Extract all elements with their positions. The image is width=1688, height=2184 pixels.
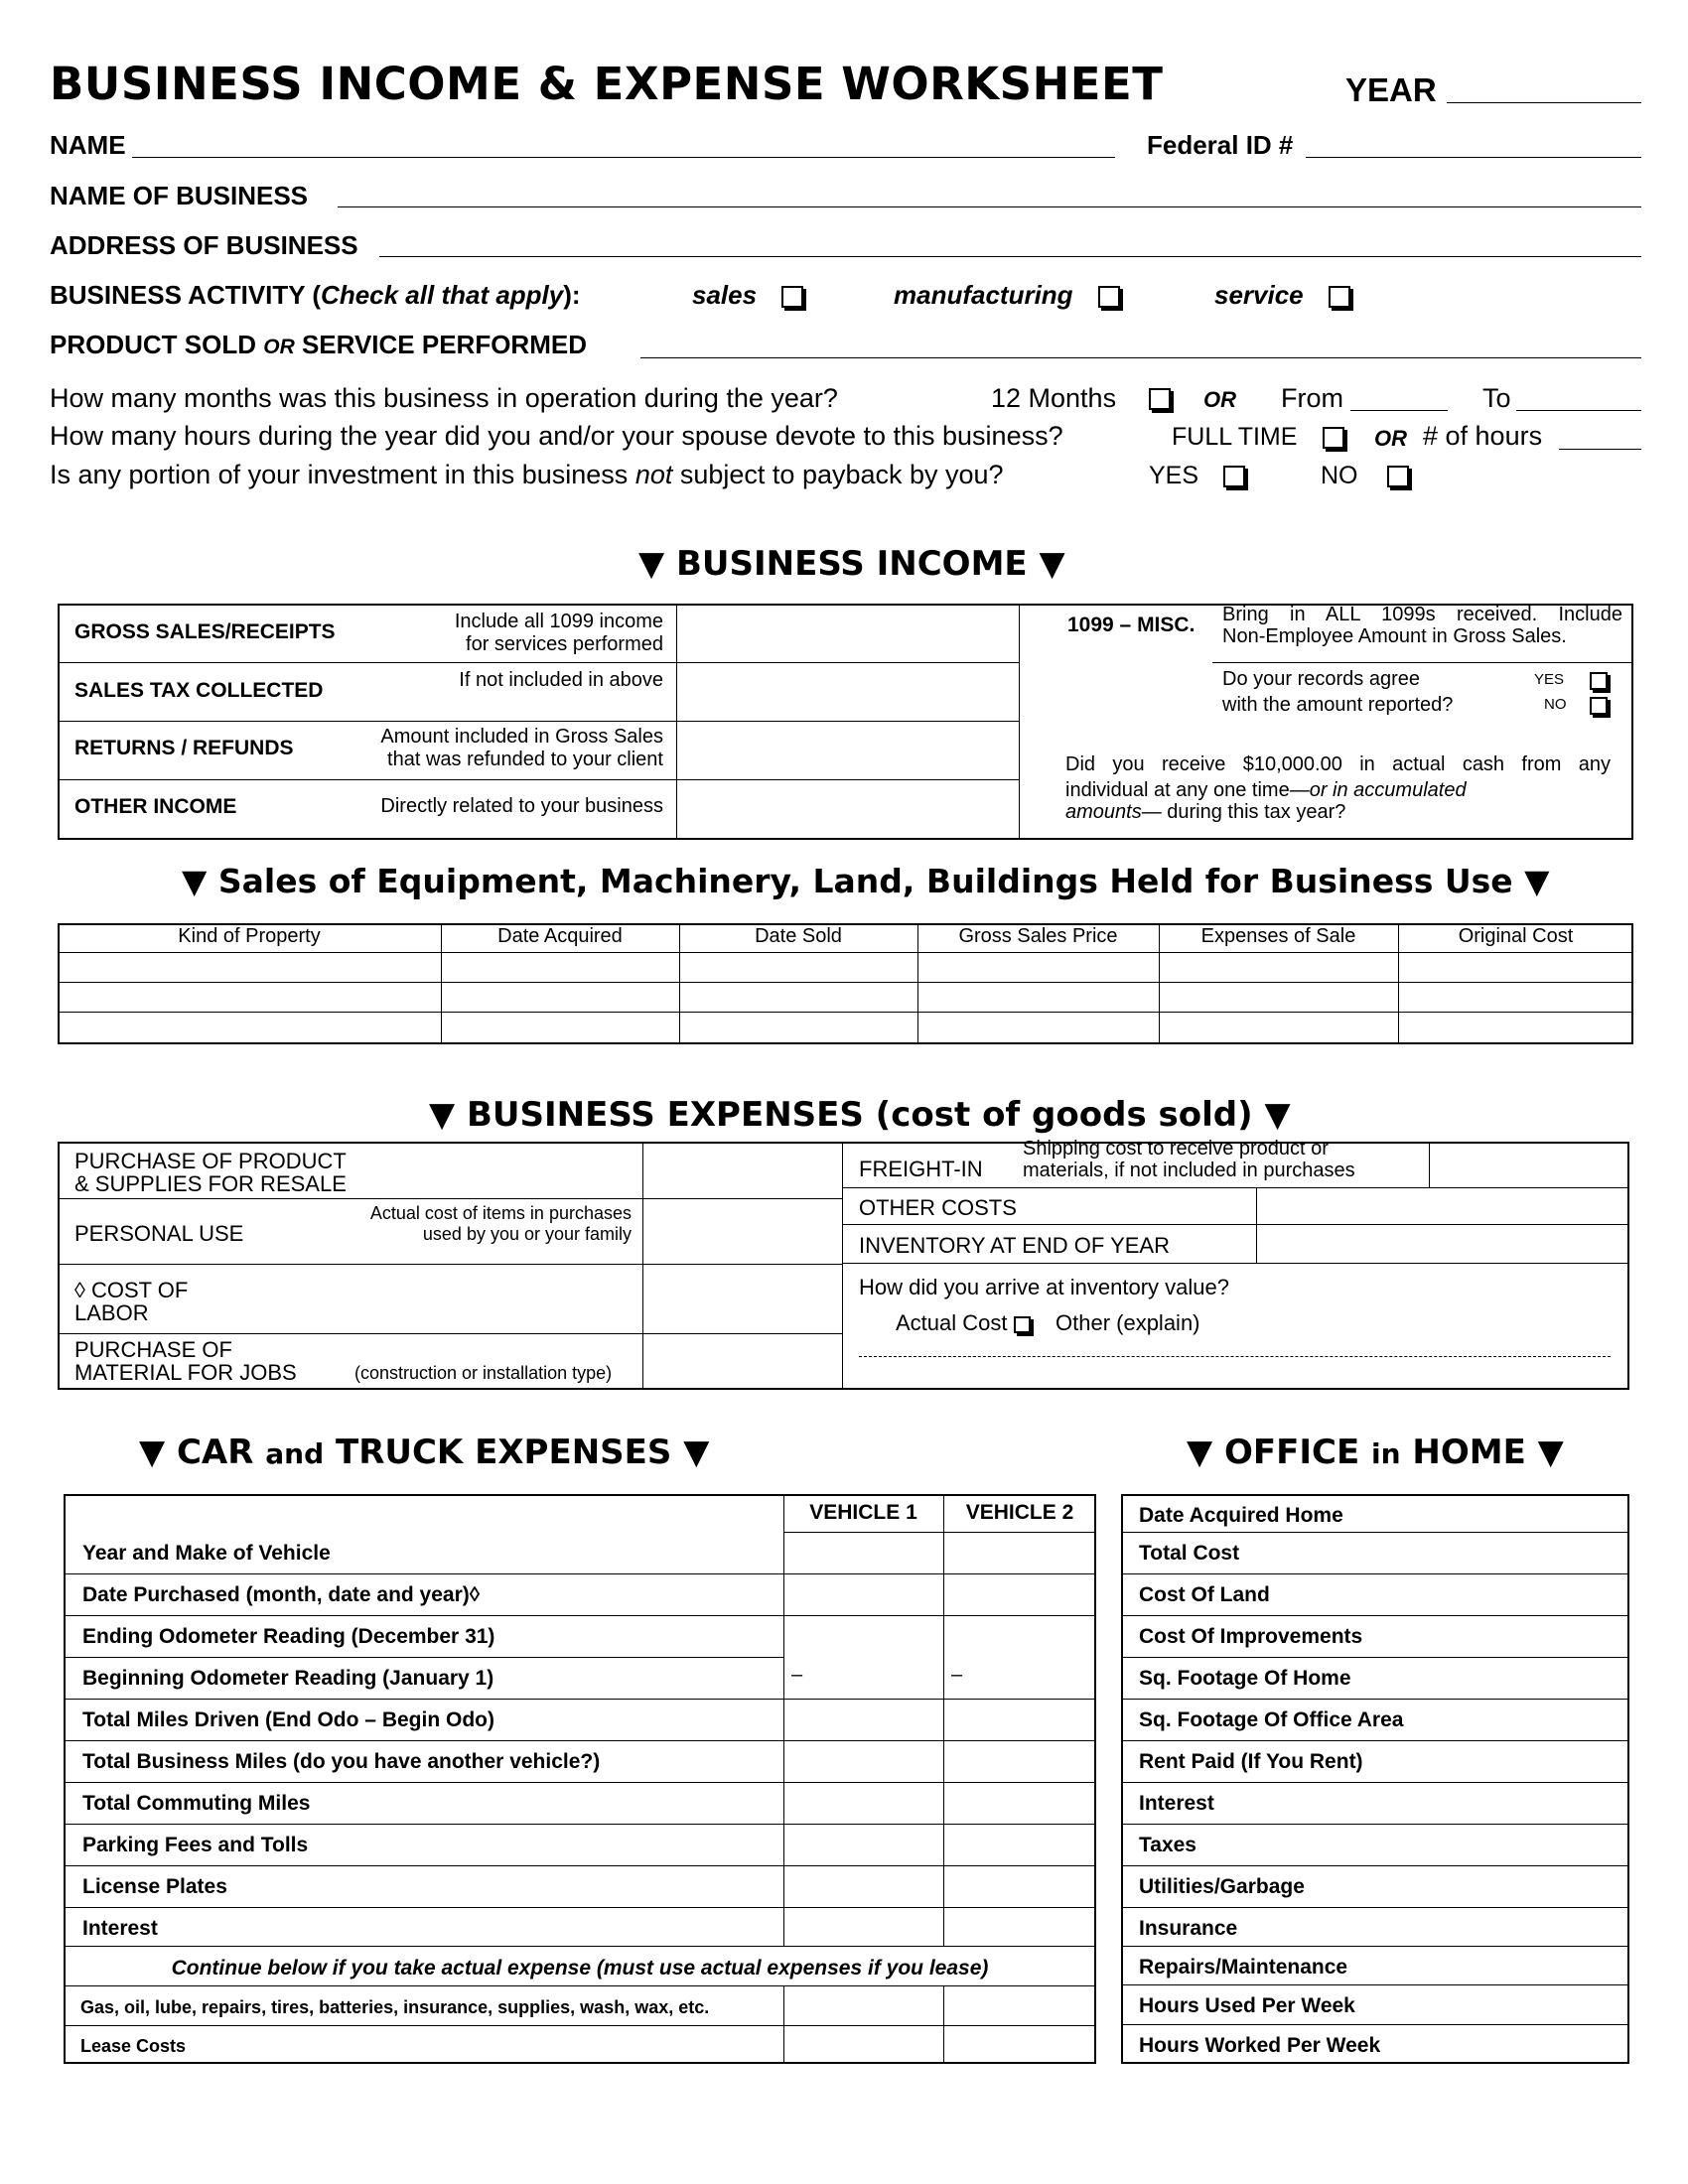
office-row-label: Repairs/Maintenance <box>1139 1956 1348 1979</box>
from-field[interactable] <box>1350 410 1448 411</box>
actual-cost-option[interactable]: Actual Cost <box>896 1310 1031 1336</box>
office-row-label: Interest <box>1139 1792 1214 1815</box>
service-checkbox[interactable] <box>1329 286 1350 308</box>
col-kind-of-property: Kind of Property <box>178 925 321 947</box>
income-heading: ▼ BUSINESS INCOME ▼ <box>638 544 1065 584</box>
car-row-line <box>64 1615 1096 1616</box>
sales-header-line <box>58 952 1633 953</box>
freight-in-note: Shipping cost to receive product or materials, if not included in purchases <box>1023 1138 1355 1181</box>
expenses-row-line <box>842 1224 1629 1225</box>
income-row-line <box>58 779 1019 780</box>
full-time-checkbox[interactable] <box>1323 427 1344 449</box>
car-row-label: Interest <box>82 1917 158 1940</box>
vehicle-1-header: VEHICLE 1 <box>809 1501 917 1524</box>
sales-row-line <box>58 1012 1633 1013</box>
office-row-line <box>1121 1615 1629 1616</box>
other-explain-option: Other (explain) <box>1055 1310 1200 1335</box>
vehicle-2-header: VEHICLE 2 <box>965 1501 1074 1524</box>
sales-tax-label: SALES TAX COLLECTED <box>74 679 324 702</box>
car-row-line <box>64 1824 1096 1825</box>
continue-note: Continue below if you take actual expense (must use actual expenses if you lease) <box>171 1957 989 1979</box>
gross-sales-amount[interactable] <box>679 606 1017 660</box>
vehicle-2-odometer-dash: – <box>951 1664 963 1686</box>
office-row-label: Utilities/Garbage <box>1139 1875 1305 1898</box>
from-label: From <box>1281 383 1343 413</box>
income-divider-1 <box>676 604 677 840</box>
payback-yes-checkbox[interactable] <box>1223 466 1245 487</box>
full-time-label: FULL TIME <box>1172 423 1298 451</box>
office-row-line <box>1121 1946 1629 1947</box>
office-row-label: Date Acquired Home <box>1139 1504 1343 1527</box>
office-row-label: Taxes <box>1139 1834 1196 1856</box>
activity-manufacturing[interactable]: manufacturing <box>894 280 1120 311</box>
col-original-cost: Original Cost <box>1458 925 1574 947</box>
office-row-label: Cost Of Land <box>1139 1583 1270 1606</box>
car-row-label: Total Miles Driven (End Odo – Begin Odo) <box>82 1708 494 1731</box>
activity-label: BUSINESS ACTIVITY (Check all that apply): <box>50 280 581 310</box>
twelve-months-label: 12 Months <box>991 383 1117 413</box>
expenses-heading: ▼ BUSINESS EXPENSES (cost of goods sold) ▼ <box>429 1095 1291 1135</box>
personal-use-label: PERSONAL USE <box>74 1221 244 1246</box>
car-row-line <box>64 1985 1096 1986</box>
car-col-line <box>943 1494 944 1946</box>
other-costs-label: OTHER COSTS <box>859 1195 1017 1220</box>
office-row-line <box>1121 1984 1629 1985</box>
office-row-line <box>1121 1824 1629 1825</box>
payback-no-checkbox[interactable] <box>1387 466 1409 487</box>
name-label: NAME <box>50 130 126 160</box>
col-date-sold: Date Sold <box>755 925 842 947</box>
cash-question: Did you receive $10,000.00 in actual cash from any individual at any one time—or in accumulated amounts— during this tax year? <box>1065 753 1611 823</box>
car-row-label: License Plates <box>82 1875 227 1898</box>
expenses-row-line <box>842 1187 1629 1188</box>
to-field[interactable] <box>1516 410 1641 411</box>
expenses-row-line <box>58 1333 842 1334</box>
office-row-label: Hours Worked Per Week <box>1139 2034 1381 2057</box>
activity-service[interactable]: service <box>1214 280 1350 311</box>
car-row-line <box>64 1573 1096 1574</box>
car-row-label: Year and Make of Vehicle <box>82 1542 331 1565</box>
income-row-line <box>58 662 1019 663</box>
agree-yes-checkbox[interactable] <box>1590 672 1608 690</box>
office-row-label: Insurance <box>1139 1917 1238 1940</box>
cost-of-labor-label: ◊ COST OF LABOR <box>74 1278 189 1325</box>
office-row-label: Sq. Footage Of Home <box>1139 1667 1351 1690</box>
business-address-label: ADDRESS OF BUSINESS <box>50 230 358 260</box>
car-col-line <box>783 1494 784 1946</box>
num-hours-label: # of hours <box>1423 421 1543 451</box>
office-row-line <box>1121 1532 1629 1533</box>
or-label: OR <box>1203 387 1236 412</box>
office-row-line <box>1121 1907 1629 1908</box>
income-divider-2 <box>1019 604 1020 840</box>
name-field[interactable] <box>132 157 1115 158</box>
office-row-line <box>1121 1573 1629 1574</box>
year-label: YEAR <box>1345 71 1437 108</box>
car-row-line <box>64 1740 1096 1741</box>
car-truck-heading: ▼ CAR and TRUCK EXPENSES ▼ <box>139 1433 710 1472</box>
to-label: To <box>1482 383 1511 413</box>
misc-label: 1099 – MISC. <box>1067 614 1196 636</box>
payback-yes-label: YES <box>1149 462 1199 489</box>
car-row-line <box>64 1782 1096 1783</box>
year-field[interactable] <box>1447 102 1641 103</box>
car-row-line <box>64 1657 783 1658</box>
col-date-acquired: Date Acquired <box>497 925 623 947</box>
car-row-line <box>64 1699 1096 1700</box>
col-expenses-of-sale: Expenses of Sale <box>1200 925 1356 947</box>
federal-id-field[interactable] <box>1306 157 1641 158</box>
car-row-label: Date Purchased (month, date and year)◊ <box>82 1583 481 1606</box>
office-row-label: Hours Used Per Week <box>1139 1994 1355 2017</box>
expenses-divider <box>842 1142 843 1390</box>
misc-note: Bring in ALL 1099s received. Include Non-Employee Amount in Gross Sales. <box>1222 604 1622 647</box>
car-row-line <box>64 2025 1096 2026</box>
lease-costs-label: Lease Costs <box>80 2036 187 2056</box>
office-row-line <box>1121 2024 1629 2025</box>
payback-no-label: NO <box>1321 462 1358 489</box>
other-income-note: Directly related to your business <box>380 795 663 817</box>
income-row-line <box>58 721 1019 722</box>
business-name-field[interactable] <box>338 206 1641 207</box>
federal-id-label: Federal ID # <box>1147 130 1294 160</box>
explain-line[interactable] <box>859 1356 1611 1357</box>
expenses-divider <box>1429 1142 1430 1187</box>
other-income-amount[interactable] <box>679 781 1017 838</box>
actual-cost-checkbox[interactable] <box>1014 1316 1031 1333</box>
office-row-line <box>1121 1657 1629 1658</box>
agree-no: NO <box>1544 696 1567 713</box>
months-question: How many months was this business in operation during the year? <box>50 383 838 413</box>
personal-use-note: Actual cost of items in purchases used by you or your family <box>369 1203 632 1244</box>
car-row-label: Beginning Odometer Reading (January 1) <box>82 1667 494 1690</box>
office-row-line <box>1121 1782 1629 1783</box>
expenses-row-line <box>58 1198 842 1199</box>
sales-checkbox[interactable] <box>781 286 803 308</box>
agree-no-checkbox[interactable] <box>1590 697 1608 715</box>
product-service-field[interactable] <box>640 357 1641 358</box>
material-for-jobs-label: PURCHASE OF MATERIAL FOR JOBS <box>74 1337 297 1385</box>
sales-tax-amount[interactable] <box>679 664 1017 719</box>
office-row-line <box>1121 1740 1629 1741</box>
num-hours-field[interactable] <box>1559 449 1641 450</box>
office-row-line <box>1121 1699 1629 1700</box>
returns-amount[interactable] <box>679 723 1017 777</box>
gross-sales-label: GROSS SALES/RECEIPTS <box>74 620 336 643</box>
gross-sales-note: Include all 1099 income for services performed <box>454 611 663 655</box>
hours-question: How many hours during the year did you and/or your spouse devote to this business? <box>50 421 1063 451</box>
car-row-line <box>64 1865 1096 1866</box>
sales-equipment-heading: ▼ Sales of Equipment, Machinery, Land, Buildings Held for Business Use ▼ <box>182 862 1550 900</box>
office-row-label: Rent Paid (If You Rent) <box>1139 1750 1363 1773</box>
inventory-end-label: INVENTORY AT END OF YEAR <box>859 1233 1170 1258</box>
gas-oil-label: Gas, oil, lube, repairs, tires, batteries, insurance, supplies, wash, wax, etc. <box>80 1997 710 2017</box>
returns-label: RETURNS / REFUNDS <box>74 737 294 759</box>
purchase-product-label: PURCHASE OF PRODUCT & SUPPLIES FOR RESALE <box>74 1149 347 1196</box>
office-row-line <box>1121 1865 1629 1866</box>
twelve-months-checkbox[interactable] <box>1149 388 1171 410</box>
other-income-label: OTHER INCOME <box>74 795 237 818</box>
activity-sales[interactable]: sales <box>692 280 803 311</box>
expenses-divider <box>1256 1187 1257 1263</box>
car-row-line <box>64 1907 1096 1908</box>
inventory-question: How did you arrive at inventory value? <box>859 1275 1229 1299</box>
office-row-label: Total Cost <box>1139 1542 1240 1565</box>
agree-yes: YES <box>1534 671 1565 688</box>
car-row-label: Parking Fees and Tolls <box>82 1834 309 1856</box>
expenses-row-line <box>842 1263 1629 1264</box>
expenses-divider <box>642 1142 643 1390</box>
misc-row-line <box>1212 662 1633 663</box>
agree-question: Do your records agree with the amount reported? <box>1222 668 1454 716</box>
manufacturing-checkbox[interactable] <box>1098 286 1120 308</box>
business-address-field[interactable] <box>379 256 1641 257</box>
office-home-heading: ▼ OFFICE in HOME ▼ <box>1187 1433 1564 1472</box>
or-label-2: OR <box>1374 426 1407 451</box>
car-header-line <box>783 1532 1096 1533</box>
payback-question: Is any portion of your investment in this business not subject to payback by you? <box>50 460 1004 489</box>
car-row-label: Total Commuting Miles <box>82 1792 311 1815</box>
sales-tax-note: If not included in above <box>459 669 663 691</box>
freight-in-label: FREIGHT-IN <box>859 1157 983 1181</box>
vehicle-1-odometer-dash: – <box>791 1664 803 1686</box>
material-for-jobs-note: (construction or installation type) <box>354 1363 613 1383</box>
sales-row-line <box>58 982 1633 983</box>
car-row-line <box>64 1946 1096 1947</box>
office-row-label: Cost Of Improvements <box>1139 1625 1363 1648</box>
expenses-row-line <box>58 1264 842 1265</box>
business-name-label: NAME OF BUSINESS <box>50 181 309 210</box>
col-gross-sales-price: Gross Sales Price <box>958 925 1118 947</box>
page-title: BUSINESS INCOME & EXPENSE WORKSHEET <box>50 58 1164 110</box>
returns-note: Amount included in Gross Sales that was refunded to your client <box>380 726 663 770</box>
car-row-label: Ending Odometer Reading (December 31) <box>82 1625 495 1648</box>
car-row-label: Total Business Miles (do you have another vehicle?) <box>82 1750 601 1773</box>
product-service-label: PRODUCT SOLD OR SERVICE PERFORMED <box>50 330 587 359</box>
office-row-label: Sq. Footage Of Office Area <box>1139 1708 1404 1731</box>
